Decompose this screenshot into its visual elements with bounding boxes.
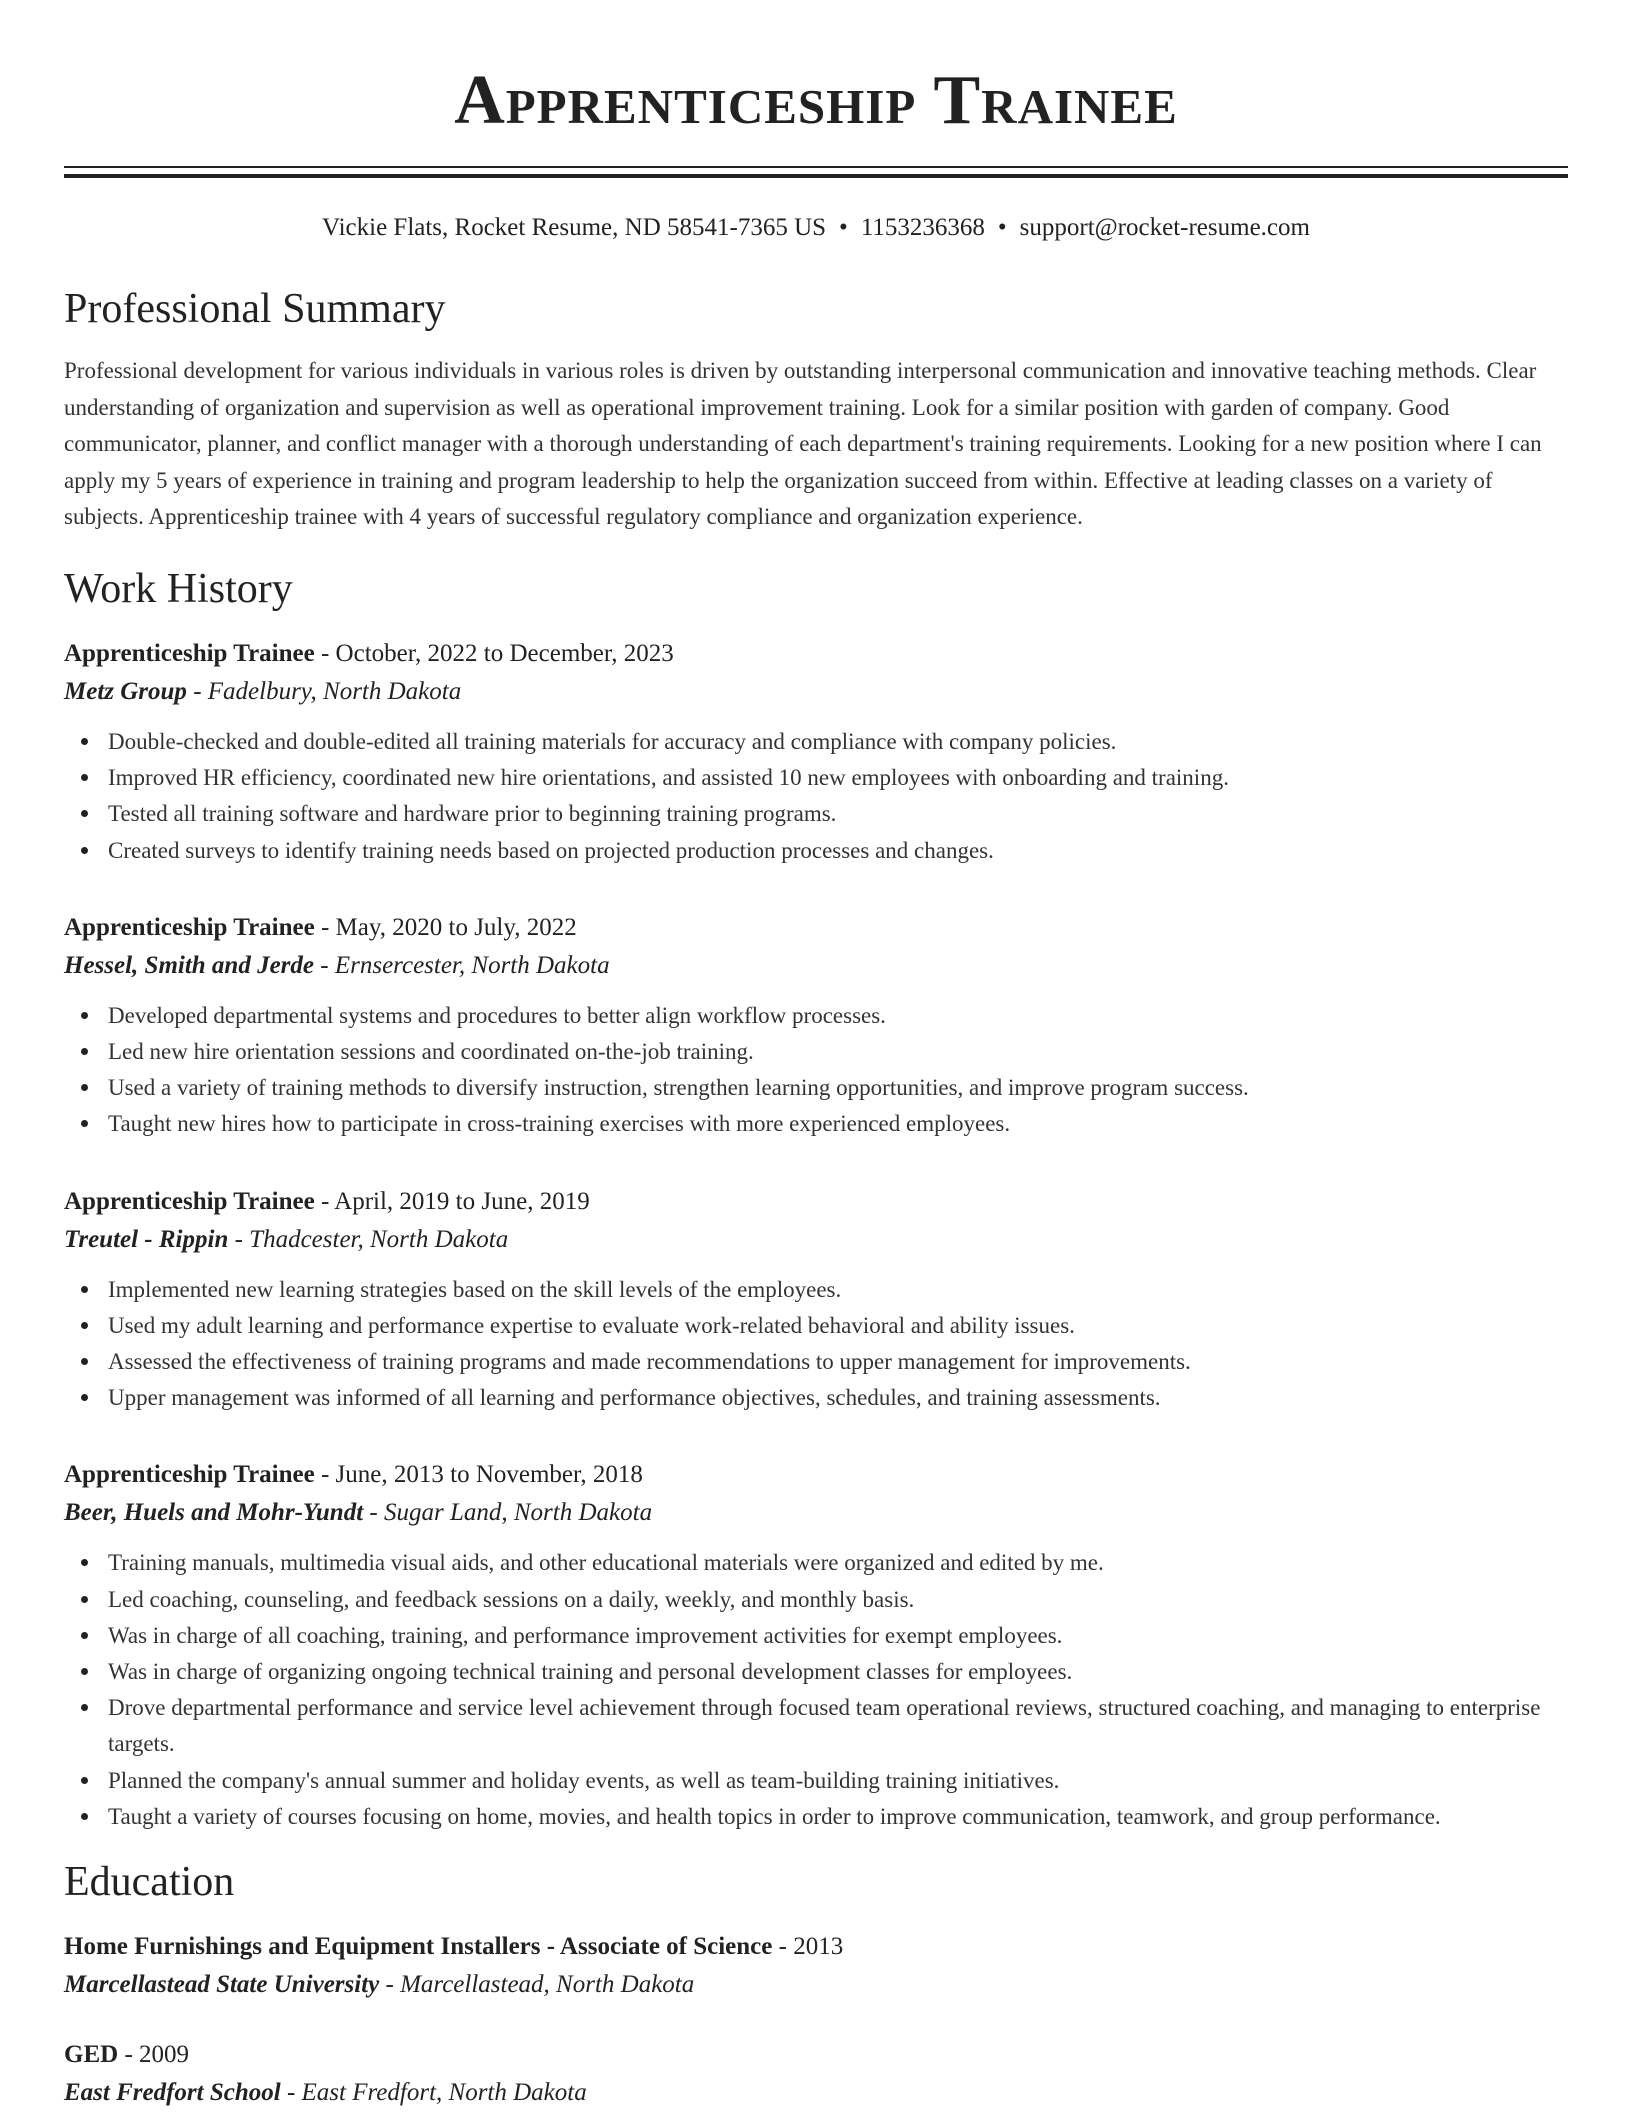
job-bullets	[64, 1272, 1568, 1417]
contact-address: Vickie Flats, Rocket Resume, ND 58541-7365 US	[322, 214, 827, 241]
job-company-line	[64, 947, 1568, 985]
education-year: - 2009	[118, 2041, 190, 2069]
job-company-line	[64, 1494, 1568, 1532]
resume-page	[64, 0, 1568, 2112]
job-bullet: Tested all training software and hardware prior to beginning training programs.	[108, 796, 1568, 832]
job-location: - Sugar Land, North Dakota	[363, 1499, 653, 1527]
education-location: - East Fredfort, North Dakota	[280, 2079, 587, 2107]
job-bullet: Created surveys to identify training needs based on projected production processes and changes.	[108, 833, 1568, 869]
job-title-line	[64, 635, 1568, 673]
job-title-line	[64, 909, 1568, 947]
job-bullet: Training manuals, multimedia visual aids, and other educational materials were organized and edited by me.	[108, 1545, 1568, 1581]
job-bullet: Developed departmental systems and procedures to better align workflow processes.	[108, 998, 1568, 1034]
job-title-line	[64, 1183, 1568, 1221]
job-company: Beer, Huels and Mohr-Yundt	[64, 1499, 364, 1527]
job-location: - Fadelbury, North Dakota	[186, 677, 462, 705]
summary-heading: Professional Summary	[64, 286, 446, 332]
education-school-line	[64, 2074, 1568, 2112]
job-dates: - May, 2020 to July, 2022	[314, 913, 577, 941]
job-company-line	[64, 1221, 1568, 1259]
job-entry	[64, 1183, 1568, 1417]
job-bullet: Upper management was informed of all learning and performance objectives, schedules, and training assessments.	[108, 1380, 1568, 1416]
job-bullet: Used my adult learning and performance expertise to evaluate work-related behavioral and ability issues.	[108, 1308, 1568, 1344]
job-bullet: Was in charge of organizing ongoing technical training and personal development classes for employees.	[108, 1654, 1568, 1690]
job-bullet: Planned the company's annual summer and holiday events, as well as team-building training initiatives.	[108, 1763, 1568, 1799]
job-role: Apprenticeship Trainee	[64, 639, 315, 667]
job-entry	[64, 635, 1568, 869]
job-bullet: Implemented new learning strategies based on the skill levels of the employees.	[108, 1272, 1568, 1308]
job-role: Apprenticeship Trainee	[64, 1187, 315, 1215]
contact-line	[64, 212, 1568, 244]
work-history-heading: Work History	[64, 565, 293, 612]
job-bullet: Led new hire orientation sessions and coordinated on-the-job training.	[108, 1034, 1568, 1070]
education-degree: Home Furnishings and Equipment Installers - Associate of Science	[64, 1933, 773, 1961]
education-entry	[64, 2036, 1568, 2112]
summary-section	[64, 284, 1568, 536]
job-company-line	[64, 673, 1568, 711]
job-role: Apprenticeship Trainee	[64, 913, 315, 941]
education-year: - 2013	[772, 1933, 844, 1961]
job-bullet: Taught a variety of courses focusing on home, movies, and health topics in order to improve communication, teamwork, and group performance.	[108, 1799, 1568, 1835]
job-bullets	[64, 998, 1568, 1143]
job-dates: - June, 2013 to November, 2018	[314, 1461, 643, 1489]
job-entry	[64, 1456, 1568, 1835]
education-degree: GED	[64, 2041, 119, 2069]
job-bullets	[64, 1545, 1568, 1835]
education-degree-line	[64, 1928, 1568, 1966]
job-role: Apprenticeship Trainee	[64, 1461, 315, 1489]
job-bullet: Drove departmental performance and service level achievement through focused team operational reviews, structured coaching, and managing to enterprise targets.	[108, 1690, 1568, 1762]
job-location: - Ernsercester, North Dakota	[314, 951, 610, 979]
job-dates: - April, 2019 to June, 2019	[314, 1187, 590, 1215]
title-divider-thin	[64, 166, 1568, 168]
job-bullet: Led coaching, counseling, and feedback sessions on a daily, weekly, and monthly basis.	[108, 1582, 1568, 1618]
education-school: East Fredfort School	[64, 2079, 281, 2107]
job-entry	[64, 909, 1568, 1143]
contact-email: support@rocket-resume.com	[1019, 214, 1310, 241]
job-company: Treutel - Rippin	[64, 1225, 229, 1253]
education-degree-line	[64, 2036, 1568, 2074]
job-company: Hessel, Smith and Jerde	[64, 951, 315, 979]
title-divider-thick	[64, 174, 1568, 178]
education-heading: Education	[64, 1859, 235, 1906]
job-bullet: Assessed the effectiveness of training programs and made recommendations to upper management for improvements.	[108, 1344, 1568, 1380]
summary-text: Professional development for various individuals in various roles is driven by outstanding interpersonal communication and innovative teaching methods. Clear understanding of organization and supervision as well as operational improvement training. Look for a similar position with garden of company. Good communicator, planner, and conflict manager with a thorough understanding of each department's training requirements. Looking for a new position where I can apply my 5 years of experience in training and program leadership to help the organization succeed from within. Effective at leading classes on a variety of subjects. Apprenticeship trainee with 4 years of successful regulatory compliance and organization experience.	[64, 358, 1542, 530]
job-title-line	[64, 1456, 1568, 1494]
education-section	[64, 1857, 1568, 2112]
education-location: - Marcellastead, North Dakota	[379, 1971, 695, 1999]
job-company: Metz Group	[64, 677, 187, 705]
job-bullet: Used a variety of training methods to diversify instruction, strengthen learning opportunities, and improve program success.	[108, 1070, 1568, 1106]
contact-separator: •	[839, 214, 848, 241]
job-location: - Thadcester, North Dakota	[228, 1225, 509, 1253]
work-history-section	[64, 564, 1568, 1835]
education-school-line	[64, 1966, 1568, 2004]
job-bullet: Taught new hires how to participate in cross-training exercises with more experienced employees.	[108, 1106, 1568, 1142]
job-bullet: Was in charge of all coaching, training, and performance improvement activities for exempt employees.	[108, 1618, 1568, 1654]
education-entry	[64, 1928, 1568, 2004]
job-dates: - October, 2022 to December, 2023	[314, 639, 674, 667]
job-bullet: Improved HR efficiency, coordinated new hire orientations, and assisted 10 new employees with onboarding and training.	[108, 760, 1568, 796]
education-school: Marcellastead State University	[64, 1971, 380, 1999]
job-bullets	[64, 724, 1568, 869]
contact-phone: 1153236368	[860, 214, 985, 241]
job-bullet: Double-checked and double-edited all training materials for accuracy and compliance with company policies.	[108, 724, 1568, 760]
resume-title: Apprenticeship Trainee	[454, 62, 1178, 139]
contact-separator: •	[997, 214, 1007, 241]
